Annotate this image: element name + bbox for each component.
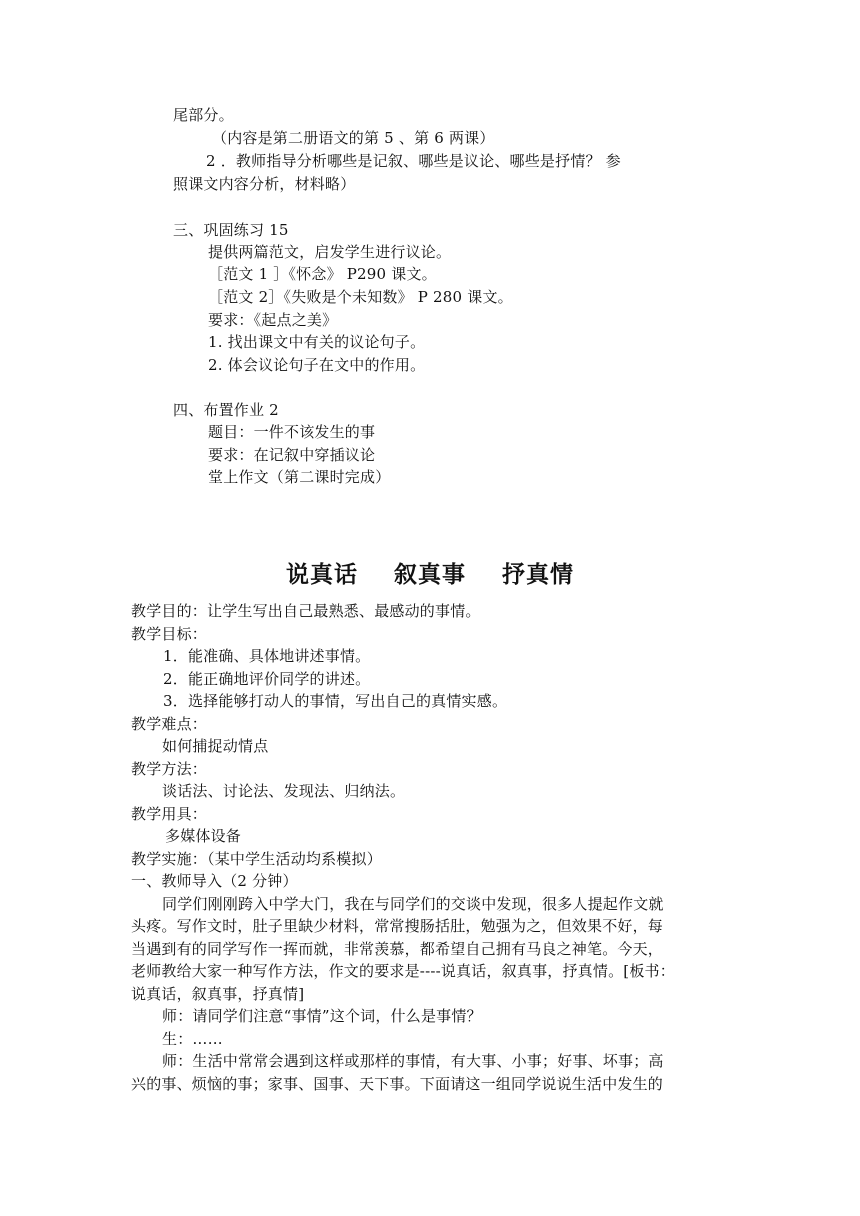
- text-line: 1．能准确、具体地讲述事情。: [163, 647, 371, 665]
- text-line: 堂上作文（第二课时完成）: [208, 468, 391, 486]
- text-line: 2．能正确地评价同学的讲述。: [163, 670, 371, 688]
- text-line: 头疼。写作文时，肚子里缺少材料，常常搜肠括肚，勉强为之，但效果不好，每: [131, 917, 664, 935]
- text-line: 教学目标：: [131, 625, 208, 643]
- text-line: 师：请同学们注意“事情”这个词，什么是事情？: [162, 1007, 482, 1025]
- text-line: 老师教给大家一种写作方法，作文的要求是----说真话，叙真事，抒真情。[板书：: [131, 962, 675, 980]
- text-line: 提供两篇范文，启发学生进行议论。: [208, 243, 452, 261]
- text-line: 教学难点：: [131, 715, 208, 733]
- text-line: 教学方法：: [131, 760, 208, 778]
- text-line: 说真话，叙真事，抒真情]: [131, 985, 305, 1003]
- text-line: 教学用具：: [131, 805, 208, 823]
- text-line: 兴的事、烦恼的事；家事、国事、天下事。下面请这一组同学说说生活中发生的: [131, 1075, 664, 1093]
- section-heading: 三、巩固练习 15: [173, 221, 289, 239]
- text-line: 3．选择能够打动人的事情，写出自己的真情实感。: [163, 692, 508, 710]
- text-line: ［范文 1 ］《怀念》 P290 课文。: [208, 265, 437, 283]
- text-line: 谈话法、讨论法、发现法、归纳法。: [162, 782, 406, 800]
- text-line: 当遇到有的同学写作一挥而就，非常羡慕，都希望自己拥有马良之神笔。今天，: [131, 940, 664, 958]
- text-line: 2. 体会议论句子在文中的作用。: [208, 356, 426, 374]
- text-line: 教学目的：让学生写出自己最熟悉、最感动的事情。: [131, 602, 481, 620]
- text-line: 2 ．教师指导分析哪些是记叙、哪些是议论、哪些是抒情？ 参: [206, 152, 621, 170]
- text-line: 要求：《起点之美》: [208, 311, 338, 329]
- text-line: 题目：一件不该发生的事: [208, 423, 376, 441]
- section-heading: 四、布置作业 2: [173, 401, 279, 419]
- text-line: 尾部分。: [173, 106, 234, 124]
- text-line: ［范文 2］《失败是个未知数》 P 280 课文。: [208, 288, 513, 306]
- text-line: （内容是第二册语文的第 5 、第 6 两课）: [212, 129, 495, 147]
- text-line: 师：生活中常常会遇到这样或那样的事情，有大事、小事；好事、坏事；高: [162, 1052, 664, 1070]
- text-line: 生：……: [162, 1030, 223, 1048]
- section-heading: 一、教师导入（2 分钟）: [131, 872, 298, 890]
- text-line: 教学实施：（某中学生活动均系模拟）: [131, 850, 382, 868]
- text-line: 要求：在记叙中穿插议论: [208, 446, 376, 464]
- text-line: 1. 找出课文中有关的议论句子。: [208, 333, 426, 351]
- lesson-title: 说真话 叙真事 抒真情: [285, 562, 575, 588]
- text-line: 如何捕捉动情点: [162, 737, 269, 755]
- text-line: 同学们刚刚跨入中学大门，我在与同学们的交谈中发现，很多人提起作文就: [162, 895, 664, 913]
- text-line: 照课文内容分析，材料略）: [173, 175, 356, 193]
- text-line: 多媒体设备: [165, 827, 242, 845]
